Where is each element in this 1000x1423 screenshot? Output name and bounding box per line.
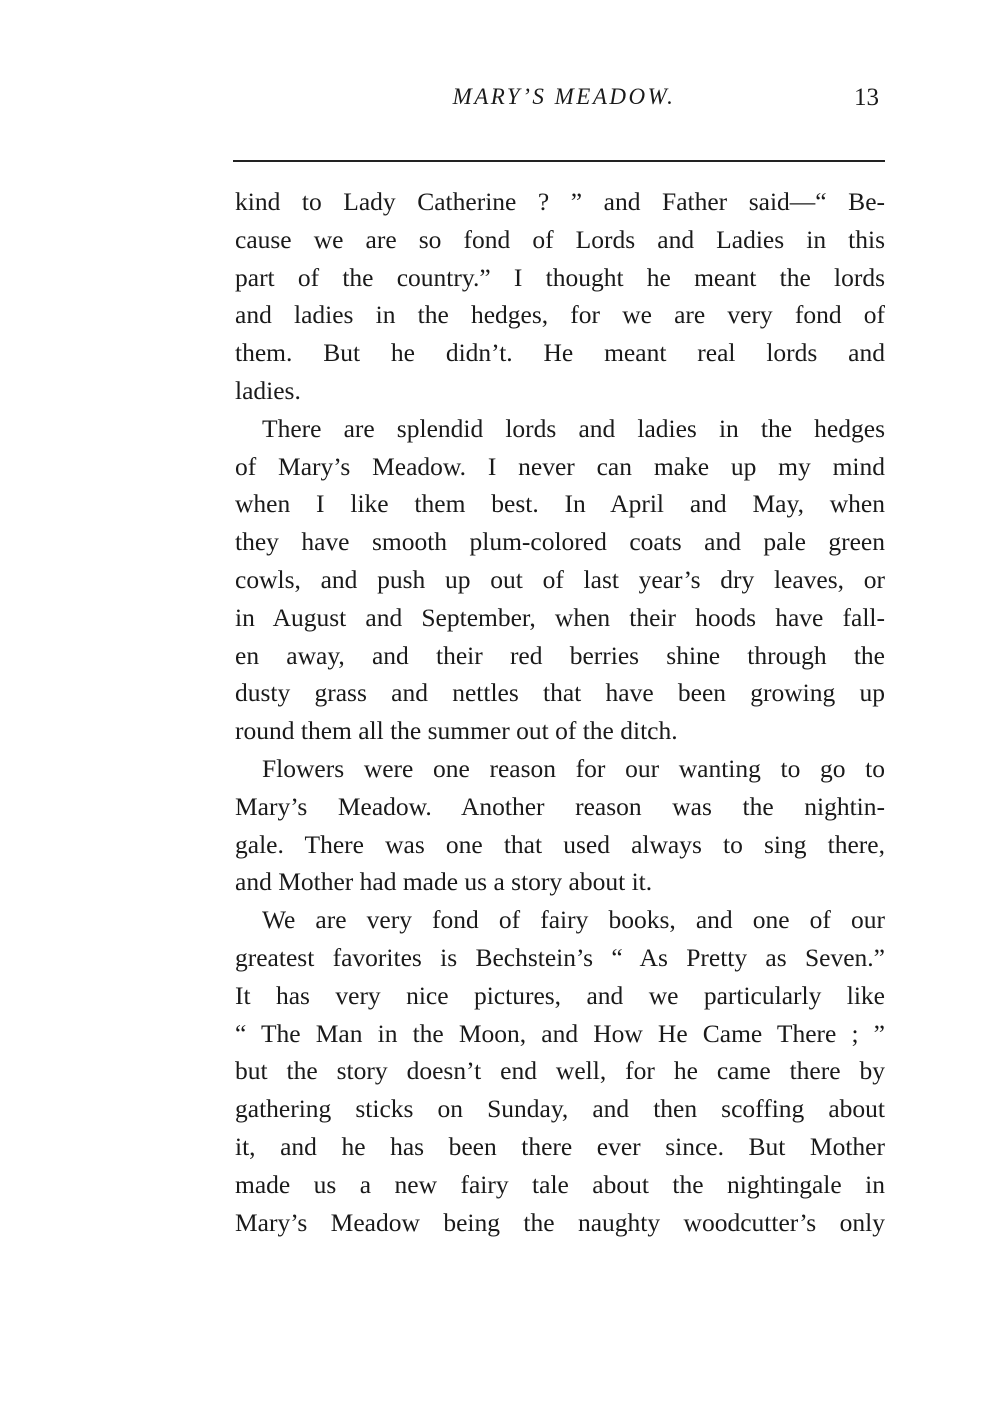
text-line: Flowers were one reason for our wanting to go to: [262, 753, 885, 783]
text-line: made us a new fairy tale about the nightingale in: [235, 1169, 885, 1199]
text-line: “ The Man in the Moon, and How He Came There ; ”: [235, 1018, 885, 1048]
text-line: en away, and their red berries shine through the: [235, 640, 885, 670]
text-line: dusty grass and nettles that have been growing up: [235, 678, 885, 708]
text-line: and Mother had made us a story about it.: [235, 867, 653, 897]
text-line: cause we are so fond of Lords and Ladies in this: [235, 224, 885, 254]
text-line: It has very nice pictures, and we particularly like: [235, 980, 885, 1010]
paragraph: [235, 901, 885, 1241]
text-line: greatest favorites is Bechstein’s “ As Pretty as Seven.”: [235, 942, 885, 972]
text-line: cowls, and push up out of last year’s dry leaves, or: [235, 564, 885, 594]
paragraph: [235, 410, 885, 750]
running-title: MARY’S MEADOW.: [452, 84, 676, 109]
paragraph: [235, 750, 885, 901]
text-line: when I like them best. In April and May, when: [235, 489, 885, 519]
text-line: but the story doesn’t end well, for he came there by: [235, 1056, 885, 1086]
page-number: 13: [854, 84, 879, 111]
body-text: [235, 183, 885, 1241]
text-line: Mary’s Meadow being the naughty woodcutter’s only: [235, 1207, 885, 1237]
text-line: of Mary’s Meadow. I never can make up my mind: [235, 451, 885, 481]
running-head: [233, 84, 885, 124]
header-rule: [233, 160, 885, 162]
text-line: them. But he didn’t. He meant real lords and: [235, 338, 885, 368]
text-line: part of the country.” I thought he meant the lords: [235, 262, 885, 292]
text-line: gale. There was one that used always to sing there,: [235, 829, 885, 859]
paragraph: [235, 183, 885, 410]
text-line: Mary’s Meadow. Another reason was the nightin-: [235, 791, 885, 821]
text-line: We are very fond of fairy books, and one of our: [262, 905, 885, 935]
text-line: they have smooth plum-colored coats and pale green: [235, 527, 885, 557]
text-line: kind to Lady Catherine ? ” and Father said—“ Be-: [235, 187, 885, 216]
text-line: round them all the summer out of the ditch.: [235, 716, 678, 746]
text-line: There are splendid lords and ladies in the hedges: [262, 413, 885, 443]
text-line: ladies.: [235, 375, 301, 405]
text-line: and ladies in the hedges, for we are very fond of: [235, 300, 885, 330]
text-line: gathering sticks on Sunday, and then scoffing about: [235, 1094, 885, 1124]
text-line: in August and September, when their hoods have fall-: [235, 602, 885, 632]
text-line: it, and he has been there ever since. But Mother: [235, 1131, 885, 1161]
